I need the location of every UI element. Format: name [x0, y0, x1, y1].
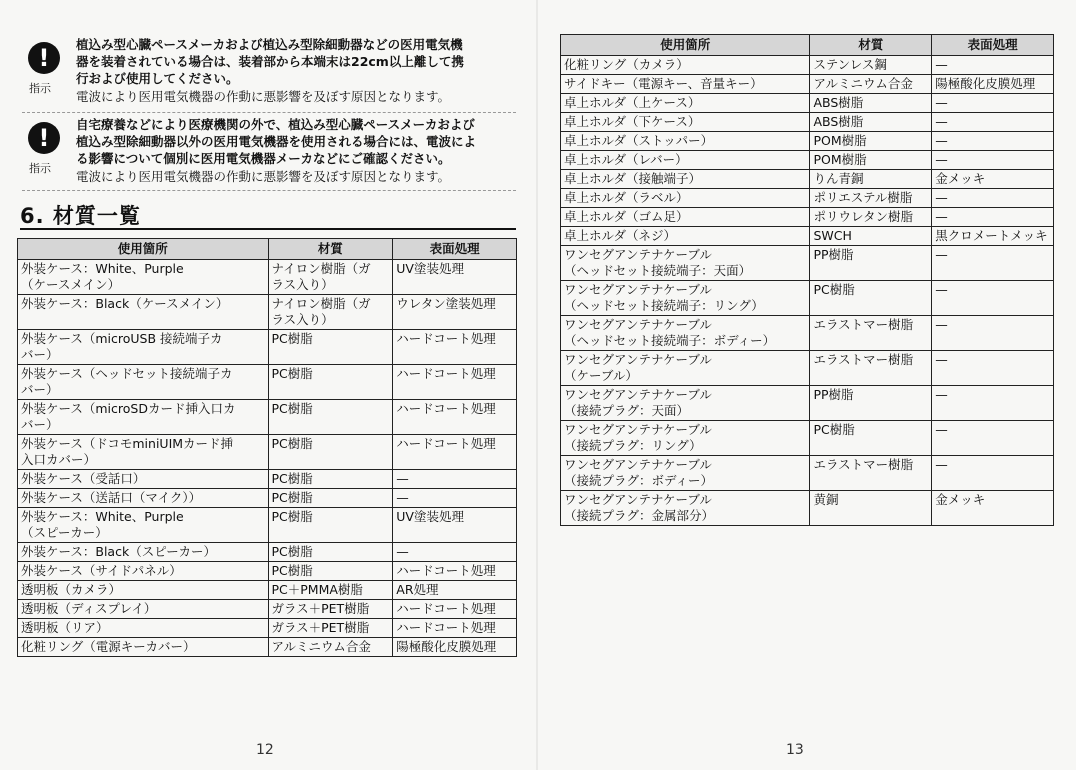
table-row: [561, 94, 1054, 113]
cell-material: ステンレス鋼: [810, 56, 932, 75]
cell-material: PC＋PMMA樹脂: [268, 581, 393, 600]
table-row: [18, 330, 517, 365]
cell-location: サイドキー（電源キー、音量キー）: [561, 75, 810, 94]
cell-location: ワンセグアンテナケーブル （ヘッドセット接続端子：リング）: [561, 281, 810, 316]
cell-location: 透明板（カメラ）: [18, 581, 269, 600]
cell-material: PC樹脂: [268, 543, 393, 562]
warning-reason: 電波により医用電気機器の作動に悪影響を及ぼす原因となります。: [76, 89, 451, 104]
warning-text-line: 植込み型除細動器以外の医用電気機器を使用される場合には、電波によ: [76, 134, 477, 149]
cell-surface-treatment: —: [932, 386, 1054, 421]
header-location: 使用箇所: [561, 35, 810, 56]
instruction-label: 指示: [29, 162, 51, 175]
cell-surface-treatment: —: [932, 94, 1054, 113]
cell-material: PP樹脂: [810, 386, 932, 421]
right-page: [538, 0, 1076, 770]
table-row: [561, 281, 1054, 316]
table-row: [18, 619, 517, 638]
table-header-row: [561, 35, 1054, 56]
cell-surface-treatment: —: [393, 543, 517, 562]
header-surface-treatment: 表面処理: [393, 239, 517, 260]
cell-surface-treatment: —: [932, 281, 1054, 316]
warning-block: [22, 116, 522, 185]
table-row: [561, 132, 1054, 151]
cell-surface-treatment: —: [393, 470, 517, 489]
header-surface-treatment: 表面処理: [932, 35, 1054, 56]
cell-location: ワンセグアンテナケーブル （ヘッドセット接続端子：ボディー）: [561, 316, 810, 351]
cell-material: ポリウレタン樹脂: [810, 208, 932, 227]
cell-material: PC樹脂: [268, 470, 393, 489]
divider: [22, 112, 516, 113]
cell-material: ナイロン樹脂（ガ ラス入り）: [268, 260, 393, 295]
cell-material: POM樹脂: [810, 132, 932, 151]
table-row: [561, 227, 1054, 246]
cell-location: 卓上ホルダ（レバー）: [561, 151, 810, 170]
warning-text-line: る影響について個別に医用電気機器メーカなどにご確認ください。: [76, 151, 451, 166]
table-row: [18, 581, 517, 600]
cell-surface-treatment: —: [932, 208, 1054, 227]
cell-location: 外装ケース：White、Purple （ケースメイン）: [18, 260, 269, 295]
cell-location: 外装ケース（microUSB 接続端子カ バー）: [18, 330, 269, 365]
table-row: [561, 56, 1054, 75]
cell-location: 外装ケース（サイドパネル）: [18, 562, 269, 581]
cell-surface-treatment: AR処理: [393, 581, 517, 600]
cell-surface-treatment: —: [932, 132, 1054, 151]
cell-material: ポリエステル樹脂: [810, 189, 932, 208]
cell-material: PC樹脂: [268, 365, 393, 400]
table-header-row: [18, 239, 517, 260]
cell-location: ワンセグアンテナケーブル （ヘッドセット接続端子：天面）: [561, 246, 810, 281]
cell-location: ワンセグアンテナケーブル （ケーブル）: [561, 351, 810, 386]
cell-material: PC樹脂: [268, 330, 393, 365]
cell-location: ワンセグアンテナケーブル （接続プラグ：天面）: [561, 386, 810, 421]
cell-material: ガラス＋PET樹脂: [268, 600, 393, 619]
table-row: [18, 600, 517, 619]
cell-location: 外装ケース（ドコモminiUIMカード挿 入口カバー）: [18, 435, 269, 470]
cell-material: PC樹脂: [268, 400, 393, 435]
cell-material: ABS樹脂: [810, 113, 932, 132]
table-row: [561, 491, 1054, 526]
cell-location: 卓上ホルダ（接触端子）: [561, 170, 810, 189]
materials-table: [17, 238, 517, 657]
table-row: [561, 386, 1054, 421]
cell-material: ガラス＋PET樹脂: [268, 619, 393, 638]
cell-material: ABS樹脂: [810, 94, 932, 113]
section-title: 6. 材質一覧: [20, 204, 141, 228]
header-location: 使用箇所: [18, 239, 269, 260]
cell-surface-treatment: —: [932, 316, 1054, 351]
table-row: [18, 638, 517, 657]
exclamation-icon: !: [28, 42, 60, 74]
cell-surface-treatment: —: [932, 151, 1054, 170]
cell-surface-treatment: 陽極酸化皮膜処理: [393, 638, 517, 657]
warning-text-line: 行および使用してください。: [76, 71, 239, 86]
header-material: 材質: [268, 239, 393, 260]
cell-location: 卓上ホルダ（ゴム足）: [561, 208, 810, 227]
warning-text-line: 器を装着されている場合は、装着部から本端末は22cm以上離して携: [76, 54, 464, 69]
warning-reason: 電波により医用電気機器の作動に悪影響を及ぼす原因となります。: [76, 169, 451, 184]
table-row: [561, 456, 1054, 491]
cell-material: PP樹脂: [810, 246, 932, 281]
cell-surface-treatment: ハードコート処理: [393, 619, 517, 638]
cell-location: 透明板（リア）: [18, 619, 269, 638]
cell-surface-treatment: —: [932, 56, 1054, 75]
cell-surface-treatment: 金メッキ: [932, 491, 1054, 526]
cell-material: 黄銅: [810, 491, 932, 526]
cell-surface-treatment: ウレタン塗装処理: [393, 295, 517, 330]
heading-underline: [20, 228, 516, 230]
cell-surface-treatment: 金メッキ: [932, 170, 1054, 189]
cell-material: PC樹脂: [268, 508, 393, 543]
cell-material: ナイロン樹脂（ガ ラス入り）: [268, 295, 393, 330]
cell-location: 卓上ホルダ（ネジ）: [561, 227, 810, 246]
exclamation-icon: !: [28, 122, 60, 154]
cell-location: 外装ケース：Black（スピーカー）: [18, 543, 269, 562]
cell-location: 化粧リング（カメラ）: [561, 56, 810, 75]
cell-material: PC樹脂: [268, 562, 393, 581]
cell-location: 外装ケース（microSDカード挿入口カ バー）: [18, 400, 269, 435]
cell-location: 化粧リング（電源キーカバー）: [18, 638, 269, 657]
cell-surface-treatment: ハードコート処理: [393, 435, 517, 470]
warning-block: [22, 36, 522, 105]
cell-location: ワンセグアンテナケーブル （接続プラグ：金属部分）: [561, 491, 810, 526]
cell-material: アルミニウム合金: [268, 638, 393, 657]
table-row: [561, 316, 1054, 351]
cell-surface-treatment: ハードコート処理: [393, 600, 517, 619]
cell-surface-treatment: UV塗装処理: [393, 508, 517, 543]
cell-location: 外装ケース（受話口）: [18, 470, 269, 489]
instruction-label: 指示: [29, 82, 51, 95]
cell-surface-treatment: ハードコート処理: [393, 330, 517, 365]
cell-surface-treatment: UV塗装処理: [393, 260, 517, 295]
cell-surface-treatment: —: [932, 189, 1054, 208]
left-page: [0, 0, 536, 770]
page-number: 13: [786, 742, 804, 758]
cell-surface-treatment: —: [932, 246, 1054, 281]
table-row: [18, 260, 517, 295]
table-row: [18, 489, 517, 508]
table-row: [561, 75, 1054, 94]
cell-material: PC樹脂: [268, 489, 393, 508]
cell-surface-treatment: 陽極酸化皮膜処理: [932, 75, 1054, 94]
header-material: 材質: [810, 35, 932, 56]
table-row: [561, 421, 1054, 456]
cell-material: りん青銅: [810, 170, 932, 189]
cell-location: 卓上ホルダ（ラベル）: [561, 189, 810, 208]
table-row: [18, 543, 517, 562]
cell-location: 外装ケース：White、Purple （スピーカー）: [18, 508, 269, 543]
cell-material: エラストマー樹脂: [810, 351, 932, 386]
cell-surface-treatment: —: [932, 421, 1054, 456]
cell-location: 外装ケース（ヘッドセット接続端子カ バー）: [18, 365, 269, 400]
cell-location: 卓上ホルダ（下ケース）: [561, 113, 810, 132]
table-row: [18, 562, 517, 581]
cell-material: POM樹脂: [810, 151, 932, 170]
cell-surface-treatment: ハードコート処理: [393, 365, 517, 400]
table-row: [18, 295, 517, 330]
table-row: [561, 151, 1054, 170]
table-row: [561, 351, 1054, 386]
cell-surface-treatment: —: [393, 489, 517, 508]
cell-surface-treatment: —: [932, 113, 1054, 132]
cell-location: 透明板（ディスプレイ）: [18, 600, 269, 619]
cell-surface-treatment: 黒クロメートメッキ: [932, 227, 1054, 246]
cell-surface-treatment: ハードコート処理: [393, 400, 517, 435]
cell-surface-treatment: —: [932, 351, 1054, 386]
table-row: [18, 470, 517, 489]
table-row: [18, 508, 517, 543]
page-number: 12: [256, 742, 274, 758]
warning-text-line: 自宅療養などにより医療機関の外で、植込み型心臓ペースメーカおよび: [76, 117, 475, 132]
table-row: [18, 400, 517, 435]
cell-material: PC樹脂: [810, 281, 932, 316]
warning-text-line: 植込み型心臓ペースメーカおよび植込み型除細動器などの医用電気機: [76, 37, 463, 52]
cell-surface-treatment: —: [932, 456, 1054, 491]
cell-material: アルミニウム合金: [810, 75, 932, 94]
table-row: [18, 435, 517, 470]
cell-location: 卓上ホルダ（ストッパー）: [561, 132, 810, 151]
cell-material: PC樹脂: [810, 421, 932, 456]
table-row: [18, 365, 517, 400]
cell-material: SWCH: [810, 227, 932, 246]
table-row: [561, 189, 1054, 208]
table-row: [561, 113, 1054, 132]
cell-location: 卓上ホルダ（上ケース）: [561, 94, 810, 113]
divider: [22, 190, 516, 191]
cell-surface-treatment: ハードコート処理: [393, 562, 517, 581]
table-row: [561, 170, 1054, 189]
cell-location: 外装ケース：Black（ケースメイン）: [18, 295, 269, 330]
cell-material: エラストマー樹脂: [810, 316, 932, 351]
table-row: [561, 208, 1054, 227]
cell-material: PC樹脂: [268, 435, 393, 470]
cell-material: エラストマー樹脂: [810, 456, 932, 491]
cell-location: ワンセグアンテナケーブル （接続プラグ：ボディー）: [561, 456, 810, 491]
cell-location: 外装ケース（送話口（マイク））: [18, 489, 269, 508]
cell-location: ワンセグアンテナケーブル （接続プラグ：リング）: [561, 421, 810, 456]
materials-table: [560, 34, 1054, 526]
table-row: [561, 246, 1054, 281]
